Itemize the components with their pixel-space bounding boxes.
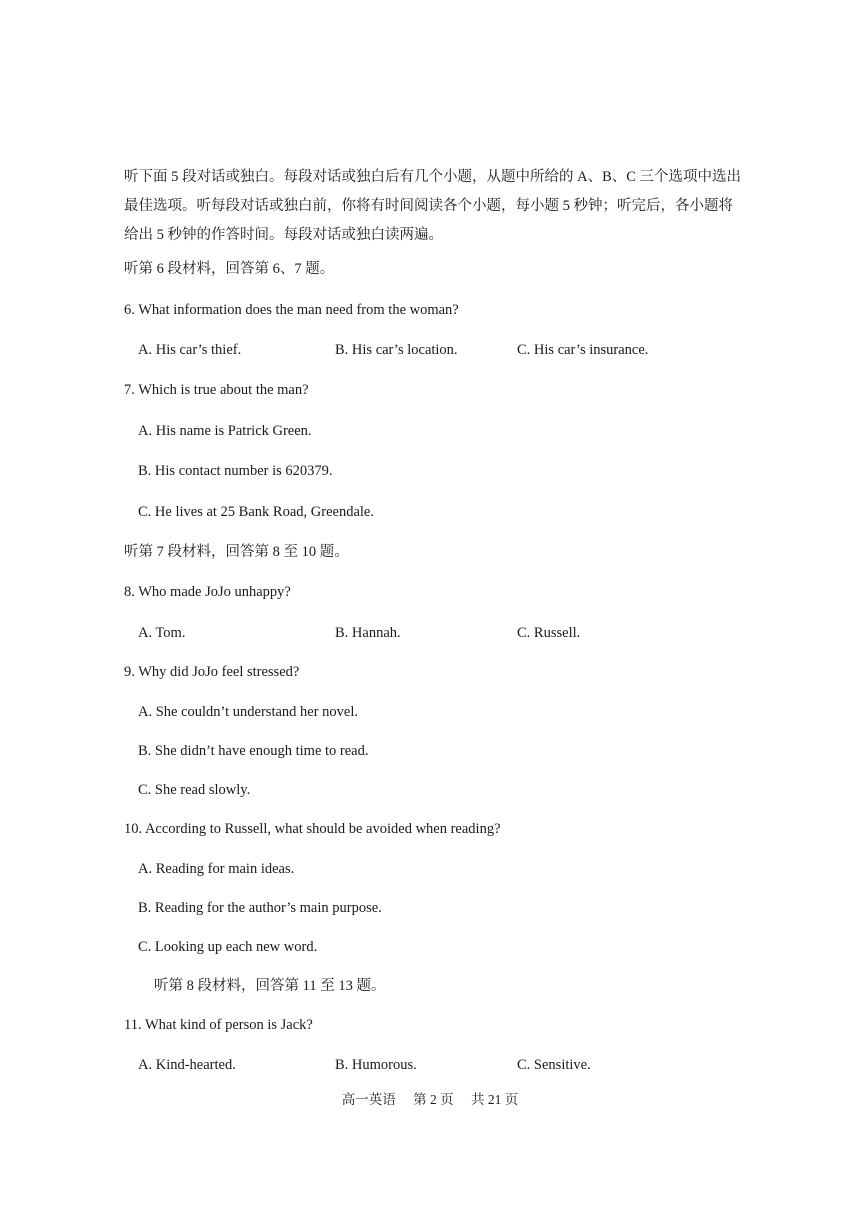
question-8-option-b: B. Hannah. xyxy=(335,625,401,641)
footer-page-number: 第 2 页 xyxy=(413,1092,454,1107)
section-heading-8: 听第 8 段材料，回答第 11 至 13 题。 xyxy=(154,978,386,994)
footer-subject: 高一英语 xyxy=(341,1092,396,1107)
footer-total-pages: 共 21 页 xyxy=(471,1092,519,1107)
section-heading-7: 听第 7 段材料，回答第 8 至 10 题。 xyxy=(124,544,349,560)
question-9-option-a: A. She couldn’t understand her novel. xyxy=(138,704,359,720)
question-7-option-a: A. His name is Patrick Green. xyxy=(138,423,312,439)
question-11-option-a: A. Kind-hearted. xyxy=(138,1057,236,1073)
question-6-stem: 6. What information does the man need from the woman? xyxy=(124,302,459,318)
question-7-option-b: B. His contact number is 620379. xyxy=(138,463,333,479)
question-9-stem: 9. Why did JoJo feel stressed? xyxy=(124,664,300,680)
question-11-stem: 11. What kind of person is Jack? xyxy=(124,1017,313,1033)
question-11-option-c: C. Sensitive. xyxy=(517,1057,591,1073)
question-6-option-c: C. His car’s insurance. xyxy=(517,342,649,358)
question-11-option-b: B. Humorous. xyxy=(335,1057,417,1073)
section-heading-6: 听第 6 段材料，回答第 6、7 题。 xyxy=(124,261,335,277)
question-9-option-b: B. She didn’t have enough time to read. xyxy=(138,743,369,759)
page-footer xyxy=(0,1088,860,1108)
question-7-option-c: C. He lives at 25 Bank Road, Greendale. xyxy=(138,504,374,520)
question-10-option-a: A. Reading for main ideas. xyxy=(138,861,295,877)
question-6-option-b: B. His car’s location. xyxy=(335,342,458,358)
question-8-option-c: C. Russell. xyxy=(517,625,581,641)
section-instructions: 听下面 5 段对话或独白。每段对话或独白后有几个小题，从题中所给的 A、B、C 三个选项中选出最佳选项。听每段对话或独白前，你将有时间阅读各个小题，每小题 5 秒钟；听完后，各小题将给出 5 秒钟的作答时间。每段对话或独白读两遍。 xyxy=(124,169,742,243)
question-7-stem: 7. Which is true about the man? xyxy=(124,382,309,398)
question-10-option-c: C. Looking up each new word. xyxy=(138,939,318,955)
question-6-option-a: A. His car’s thief. xyxy=(138,342,242,358)
question-10-option-b: B. Reading for the author’s main purpose. xyxy=(138,900,382,916)
question-9-option-c: C. She read slowly. xyxy=(138,782,251,798)
question-8-option-a: A. Tom. xyxy=(138,625,186,641)
question-10-stem: 10. According to Russell, what should be avoided when reading? xyxy=(124,821,501,837)
question-8-stem: 8. Who made JoJo unhappy? xyxy=(124,584,291,600)
